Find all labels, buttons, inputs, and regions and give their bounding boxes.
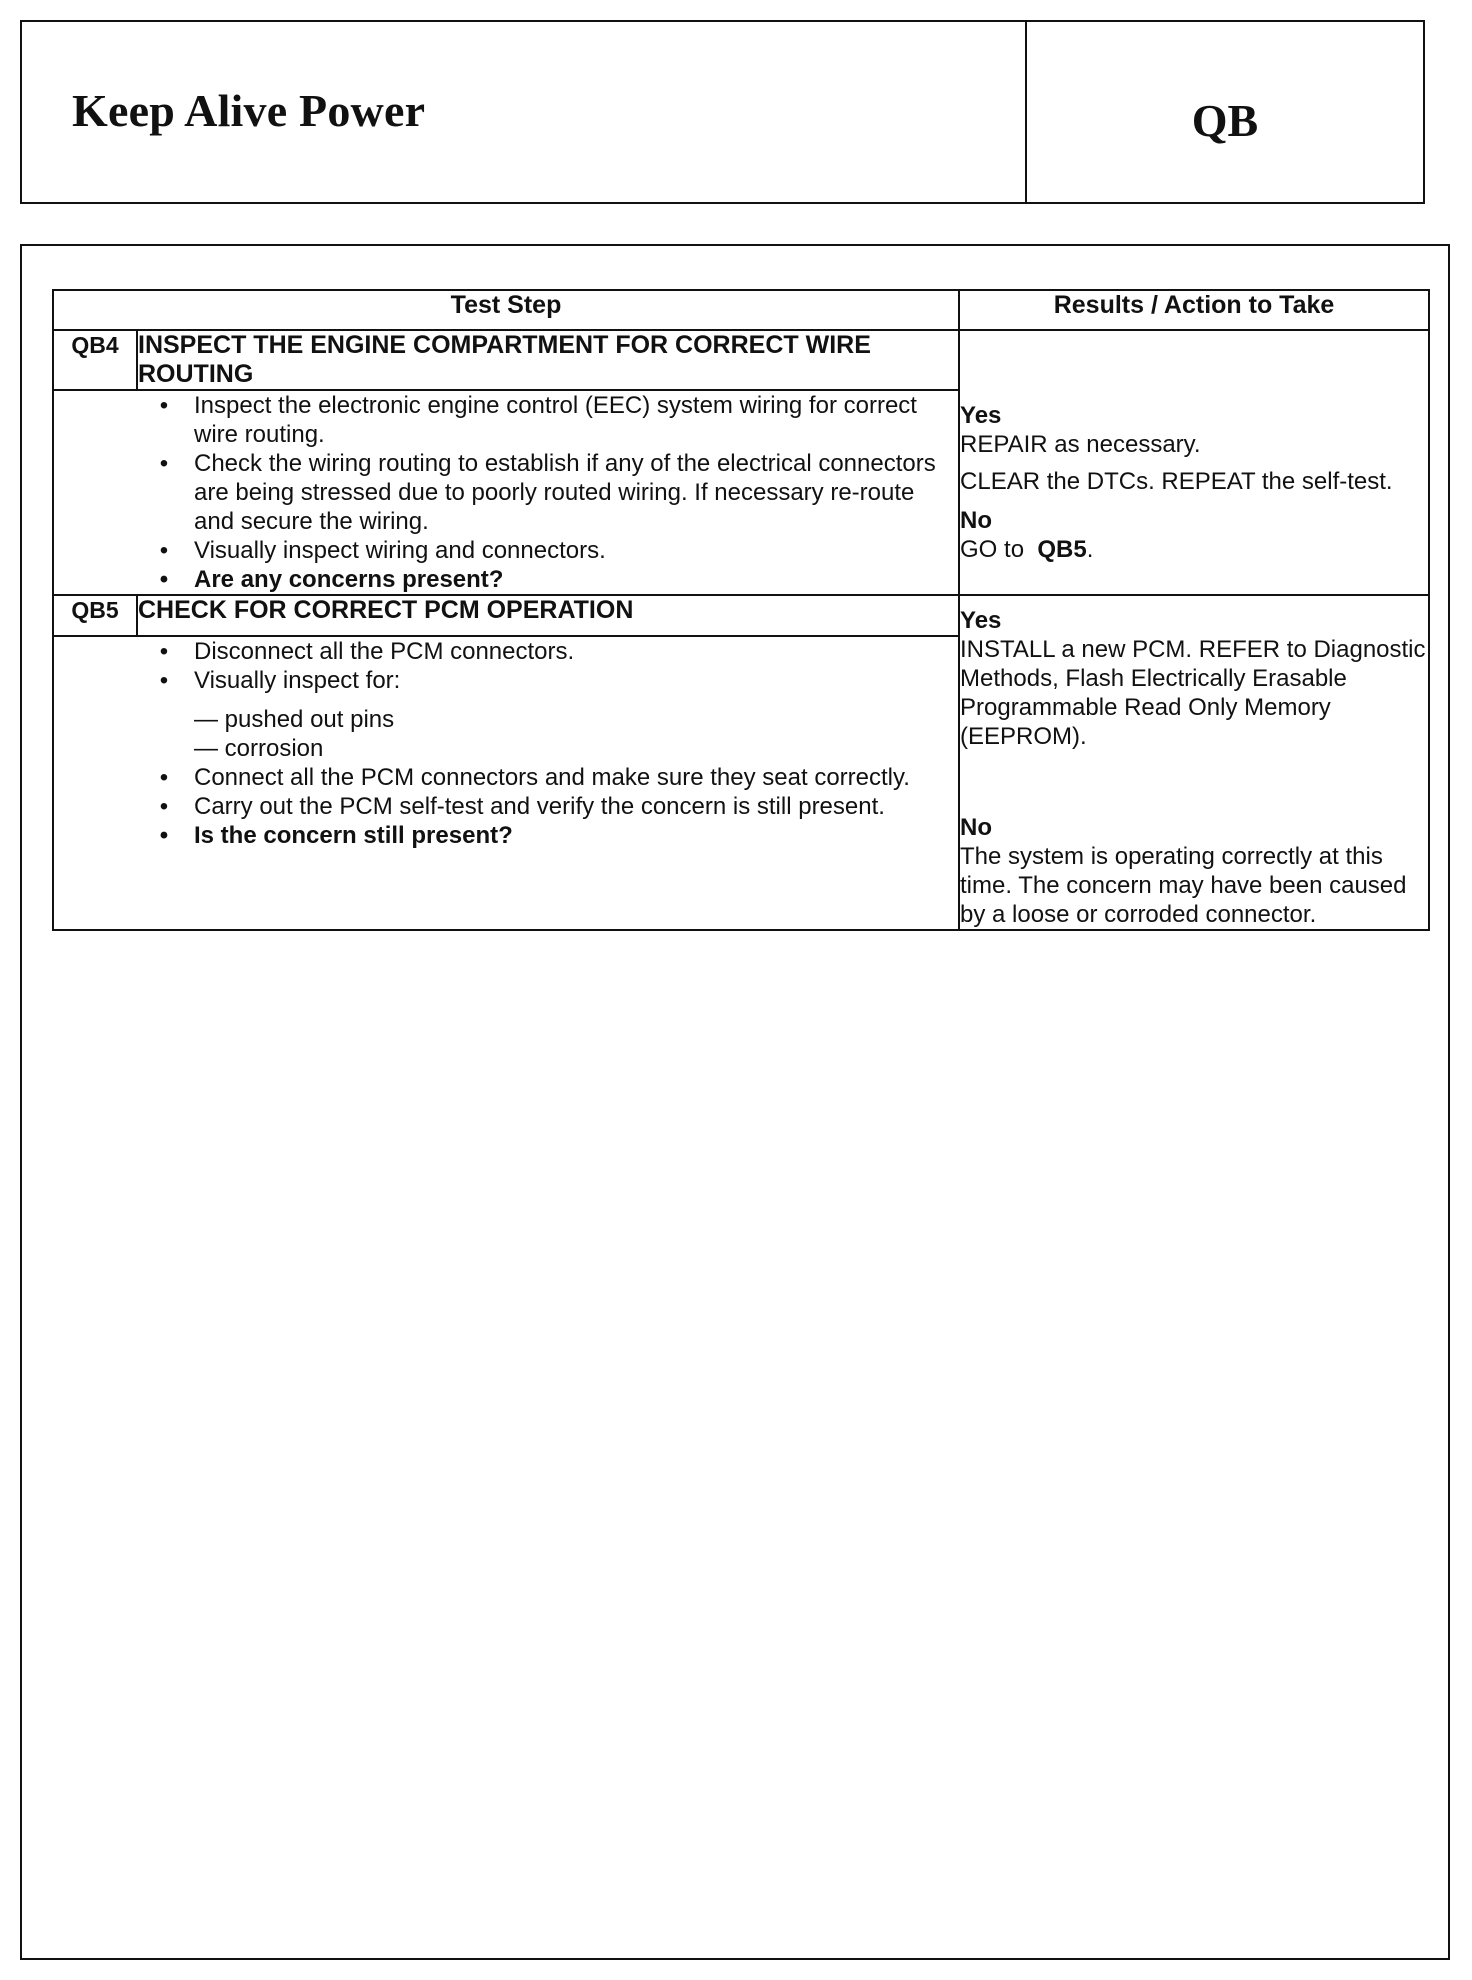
result-no-text: The system is operating correctly at this time. The concern may have been caused by a loose or corroded connector.: [960, 843, 1407, 928]
result-yes-label: Yes: [960, 402, 1002, 429]
column-header-results: Results / Action to Take: [959, 290, 1429, 330]
step-body-qb4: [53, 390, 959, 595]
list-item: • Visually inspect for: — pushed out pins — corrosion: [154, 666, 958, 763]
step-list-qb5: [154, 637, 958, 850]
result-yes-text-2: CLEAR the DTCs. REPEAT the self-test.: [960, 468, 1393, 495]
section-code: QB: [1191, 95, 1259, 146]
list-item-text: Visually inspect wiring and connectors.: [194, 537, 606, 564]
page-title: Keep Alive Power: [72, 85, 426, 136]
list-item-question: • Are any concerns present?: [159, 566, 504, 593]
content-frame: [20, 244, 1450, 1960]
result-no-label: No: [960, 814, 993, 841]
table-header-row: [53, 290, 1429, 330]
step-title-row-qb4: [53, 330, 1429, 390]
sub-list-item: — corrosion: [194, 734, 324, 762]
list-item: • Visually inspect wiring and connectors.: [159, 537, 606, 564]
sub-list-item: — pushed out pins: [194, 705, 395, 733]
column-header-test-step: Test Step: [53, 290, 959, 330]
list-item: • Connect all the PCM connectors and make sure they seat correctly.: [159, 763, 910, 791]
list-item: • Disconnect all the PCM connectors.: [159, 637, 575, 665]
question-text: Are any concerns present?: [194, 566, 504, 593]
header-code-cell: [1027, 22, 1423, 202]
list-item-text: Carry out the PCM self-test and verify the concern is still present.: [194, 792, 885, 820]
step-id-qb4: QB4: [53, 330, 137, 390]
result-no-label: No: [960, 507, 993, 534]
diagnostic-table: [52, 289, 1430, 931]
step-reference-link: QB5: [1037, 536, 1087, 563]
step-title-qb5: CHECK FOR CORRECT PCM OPERATION: [137, 595, 959, 636]
list-item-text: Inspect the electronic engine control (EEC) system wiring for correct wire routing.: [194, 392, 917, 448]
result-yes-text: INSTALL a new PCM. REFER to Diagnostic Methods, Flash Electrically Erasable Programmable Read Only Memory (EEPROM).: [960, 636, 1426, 750]
result-yes-text: REPAIR as necessary.: [960, 431, 1201, 458]
step-body-qb5: [53, 636, 959, 930]
list-item: • Carry out the PCM self-test and verify the concern is still present.: [159, 792, 885, 820]
results-qb4: [959, 330, 1429, 595]
header-box: [20, 20, 1425, 204]
header-title-cell: [22, 22, 1027, 202]
result-yes-label: Yes: [960, 607, 1002, 634]
list-item-text: Disconnect all the PCM connectors.: [194, 637, 575, 665]
list-item-question: • Is the concern still present?: [159, 821, 513, 849]
list-item-text: Visually inspect for:: [194, 666, 401, 694]
result-no-prefix: GO to: [960, 536, 1025, 563]
result-no-suffix: .: [1086, 536, 1094, 563]
list-item-text: Connect all the PCM connectors and make sure they seat correctly.: [194, 763, 910, 791]
list-item: • Check the wiring routing to establish if any of the electrical connectors are being stressed due to poorly routed wiring. If necessary re-route and secure the wiring.: [159, 450, 936, 535]
step-id-qb5: QB5: [53, 595, 137, 636]
step-title-qb4: INSPECT THE ENGINE COMPARTMENT FOR CORRECT WIRE ROUTING: [137, 330, 959, 390]
result-no-text: [960, 535, 1428, 564]
step-title-row-qb5: [53, 595, 1429, 636]
results-qb5: [959, 595, 1429, 930]
list-item-text: Check the wiring routing to establish if any of the electrical connectors are being stressed due to poorly routed wiring. If necessary re-route and secure the wiring.: [194, 450, 936, 535]
question-text: Is the concern still present?: [194, 821, 513, 849]
step-list-qb4: [154, 391, 958, 594]
sub-list: [194, 705, 958, 763]
list-item: • Inspect the electronic engine control (EEC) system wiring for correct wire routing.: [159, 392, 917, 448]
